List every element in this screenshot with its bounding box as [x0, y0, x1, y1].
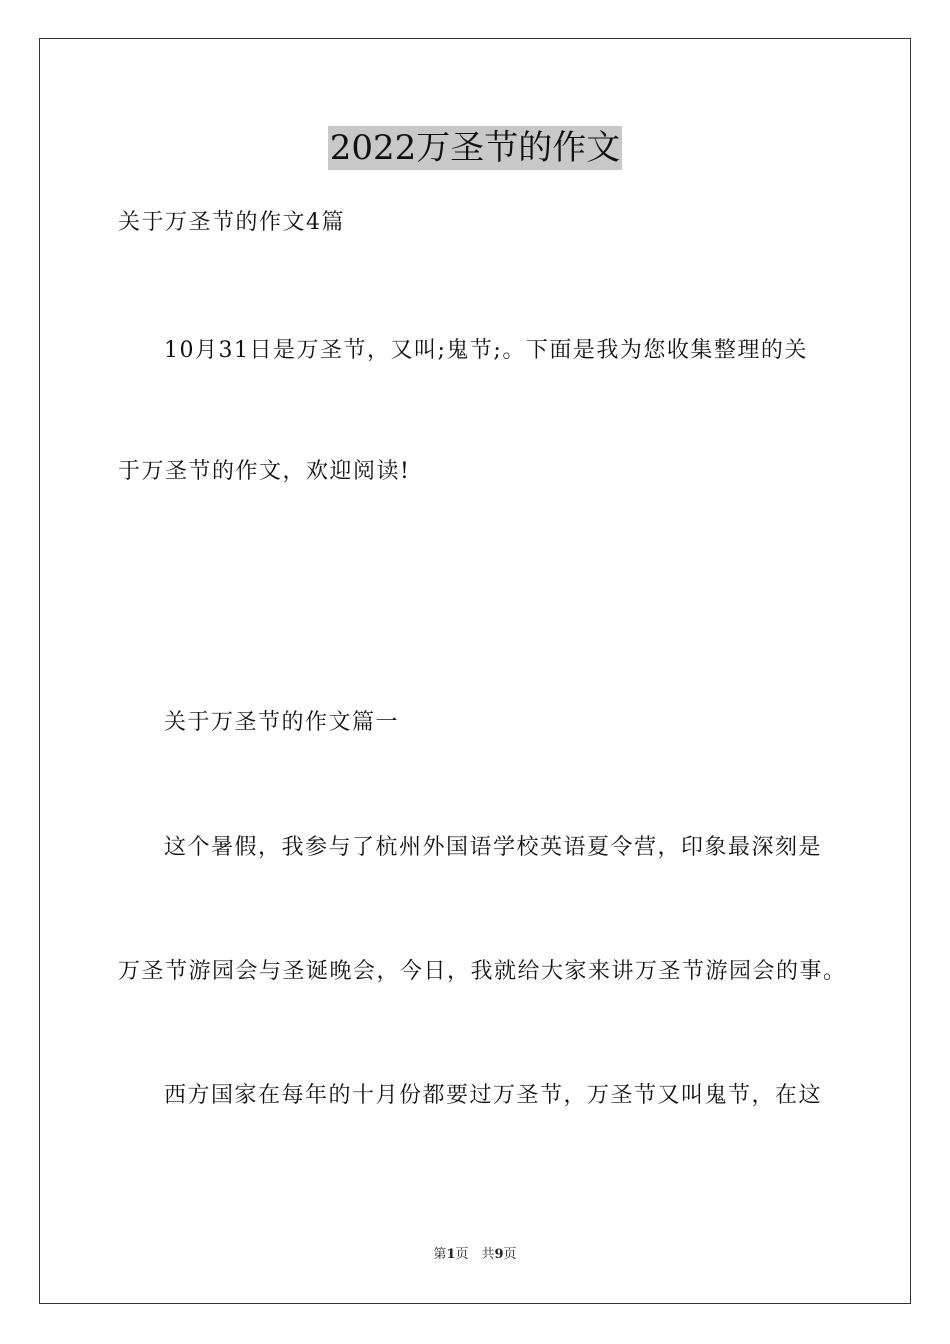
title-container: [0, 126, 950, 170]
paragraph-2-line-2: 万圣节游园会与圣诞晚会，今日，我就给大家来讲万圣节游园会的事。: [118, 959, 847, 984]
page-footer: [0, 1246, 950, 1264]
footer-page-suffix: 页: [503, 1247, 517, 1262]
paragraph-1-line-2: 于万圣节的作文，欢迎阅读!: [118, 459, 411, 484]
footer-page-mid: 页 共: [455, 1247, 495, 1262]
document-subtitle: 关于万圣节的作文4篇: [118, 210, 345, 235]
paragraph-3-line-1: 西方国家在每年的十月份都要过万圣节，万圣节又叫鬼节，在这: [164, 1083, 823, 1108]
section-heading: 关于万圣节的作文篇一: [164, 710, 400, 735]
footer-page-current: 1: [446, 1247, 456, 1262]
paragraph-1-line-1: 10月31日是万圣节，又叫;鬼节;。下面是我为您收集整理的关: [164, 338, 808, 363]
document-title: 2022万圣节的作文: [329, 128, 621, 168]
footer-page-total: 9: [494, 1247, 504, 1262]
footer-page-prefix: 第: [433, 1247, 447, 1262]
paragraph-2-line-1: 这个暑假，我参与了杭州外国语学校英语夏令营，印象最深刻是: [164, 835, 823, 860]
